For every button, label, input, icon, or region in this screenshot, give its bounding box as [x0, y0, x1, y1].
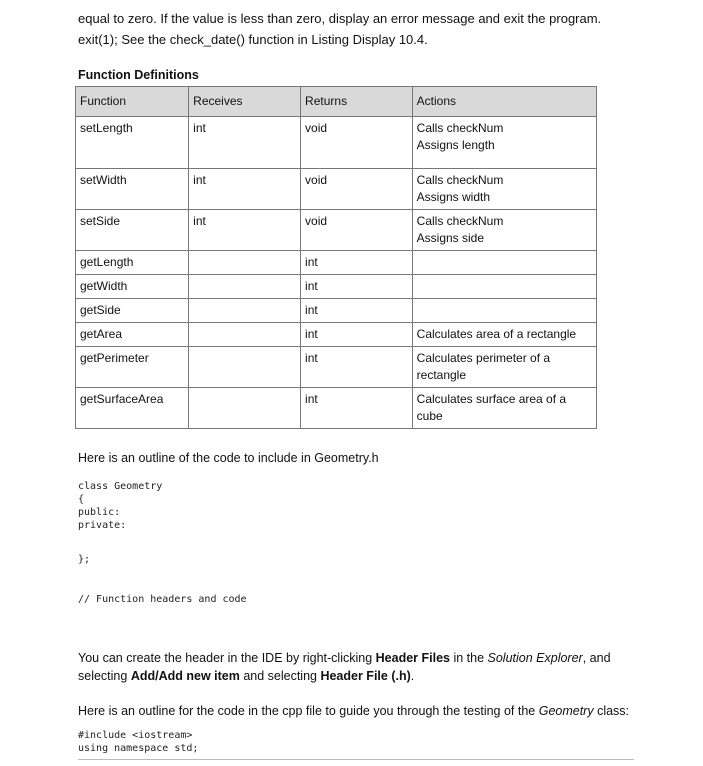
instruction-text: in the [449, 651, 488, 665]
cpp-code-block: #include <iostream> using namespace std; [78, 730, 199, 754]
header-receives: Receives [189, 87, 301, 117]
cell-returns: void [301, 169, 413, 210]
instruction-text: , and selecting [78, 651, 611, 683]
page-divider [78, 759, 634, 760]
table-row [76, 117, 597, 169]
cell-receives [189, 323, 301, 347]
cell-returns: int [301, 323, 413, 347]
instruction-text: and selecting [239, 669, 321, 683]
cell-returns: void [301, 117, 413, 169]
class-code-block: class Geometry { public: private: [78, 481, 163, 531]
action-line: Calls checkNum [416, 121, 504, 135]
cell-function: getSide [76, 299, 189, 323]
header-file-term: Header File (.h) [320, 669, 411, 683]
cell-receives [189, 251, 301, 275]
cell-actions [412, 347, 596, 388]
table-row [76, 275, 597, 299]
action-line: Calls checkNum [416, 173, 504, 187]
add-new-item-term: Add/Add new item [130, 669, 240, 683]
header-instructions-paragraph [78, 649, 648, 685]
cell-function: getPerimeter [76, 347, 189, 388]
table-row [76, 388, 597, 429]
cell-function: getArea [76, 323, 189, 347]
cpp-intro-paragraph [78, 701, 648, 722]
action-line: Assigns width [416, 190, 491, 204]
cell-returns: int [301, 275, 413, 299]
header-files-term: Header Files [375, 651, 450, 665]
intro-paragraph [78, 8, 648, 50]
cell-function: setLength [76, 117, 189, 169]
cell-receives: int [189, 169, 301, 210]
instruction-text: You can create the header in the IDE by right-clicking [78, 651, 376, 665]
cell-actions [412, 169, 596, 210]
cell-actions [412, 299, 596, 323]
table-row [76, 210, 597, 251]
function-definitions-table [75, 86, 597, 429]
action-line: Calculates area of a rectangle [416, 327, 577, 341]
cell-actions [412, 323, 596, 347]
table-row [76, 169, 597, 210]
cpp-intro-text: Here is an outline for the code in the cpp file to guide you through the testing of the [78, 704, 539, 718]
table-header-row [76, 87, 597, 117]
cell-receives: int [189, 117, 301, 169]
cell-receives [189, 275, 301, 299]
table-row [76, 251, 597, 275]
cell-function: getSurfaceArea [76, 388, 189, 429]
action-line: Assigns length [416, 138, 495, 152]
cell-function: setWidth [76, 169, 189, 210]
cell-returns: void [301, 210, 413, 251]
cell-actions [412, 275, 596, 299]
action-line: Calls checkNum [416, 214, 504, 228]
cell-receives [189, 347, 301, 388]
table-row [76, 299, 597, 323]
action-line: Assigns side [416, 231, 485, 245]
header-returns: Returns [301, 87, 413, 117]
intro-line-2: exit(1); See the check_date() function in Listing Display 10.4. [78, 32, 428, 47]
cell-returns: int [301, 388, 413, 429]
table-title: Function Definitions [78, 68, 199, 82]
cell-actions [412, 251, 596, 275]
class-end-code: }; [78, 554, 91, 565]
cpp-intro-text: class: [593, 704, 630, 718]
cell-returns: int [301, 299, 413, 323]
cell-actions [412, 210, 596, 251]
instruction-text: . [410, 669, 415, 683]
cell-receives [189, 388, 301, 429]
cell-receives: int [189, 210, 301, 251]
cell-actions [412, 388, 596, 429]
action-line: Calculates perimeter of a [416, 351, 551, 365]
cell-function: getLength [76, 251, 189, 275]
solution-explorer-term: Solution Explorer [487, 651, 583, 665]
cell-function: setSide [76, 210, 189, 251]
table-row [76, 323, 597, 347]
cell-actions [412, 117, 596, 169]
cell-receives [189, 299, 301, 323]
intro-line-1: equal to zero. If the value is less than zero, display an error message and exit the program. [78, 11, 602, 26]
function-comment-code: // Function headers and code [78, 594, 247, 605]
cell-returns: int [301, 347, 413, 388]
header-function: Function [76, 87, 189, 117]
cell-function: getWidth [76, 275, 189, 299]
header-actions: Actions [412, 87, 596, 117]
action-line: Calculates surface area of a [416, 392, 567, 406]
table-row [76, 347, 597, 388]
geometry-class-term: Geometry [538, 704, 594, 718]
action-line: cube [416, 409, 443, 423]
header-outline-intro: Here is an outline of the code to include in Geometry.h [78, 451, 379, 465]
action-line: rectangle [416, 368, 467, 382]
cell-returns: int [301, 251, 413, 275]
